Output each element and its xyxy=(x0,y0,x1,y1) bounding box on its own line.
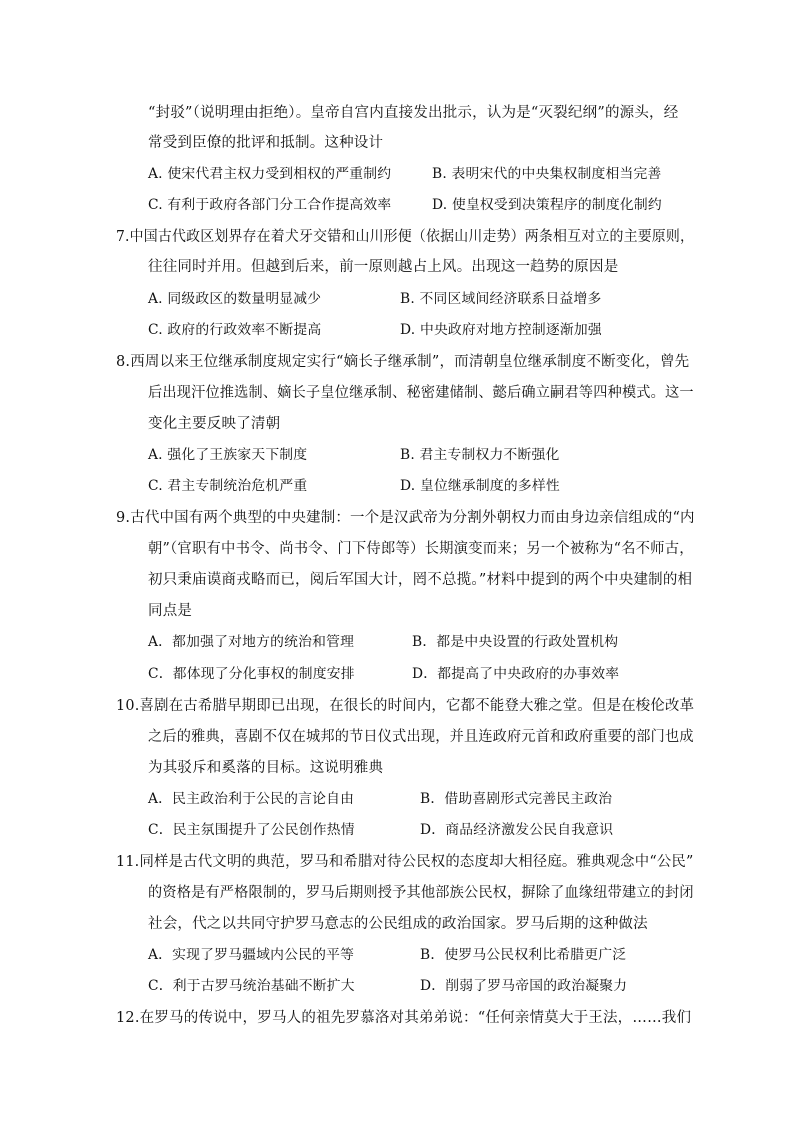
q6-stem-line-2: 常受到臣僚的批评和抵制。这种设计 xyxy=(148,135,384,151)
q12-stem-line-1: 12.在罗马的传说中，罗马人的祖先罗慕洛对其弟弟说：“任何亲情莫大于王法，……我们 xyxy=(116,1010,692,1026)
q9-stem-line-3: 初只秉庙谟商戎略而已，阅后军国大计，罔不总揽。”材料中提到的两个中央建制的相 xyxy=(148,572,693,588)
q10-option-a: A．民主政治利于公民的言论自由 xyxy=(148,791,355,807)
q9-option-a: A．都加强了对地方的统治和管理 xyxy=(148,634,355,650)
q8-option-a: A. 强化了王族家天下制度 xyxy=(148,447,308,463)
q8-option-b: B. 君主专制权力不断强化 xyxy=(400,447,560,463)
q6-option-c: C. 有利于政府各部门分工合作提高效率 xyxy=(148,197,392,213)
q9-stem-line-4: 同点是 xyxy=(148,603,193,619)
q9-stem-line-1: 9.古代中国有两个典型的中央建制：一个是汉武帝为分割外朝权力而由身边亲信组成的“内 xyxy=(116,510,695,526)
q9-option-c: C．都体现了分化事权的制度安排 xyxy=(148,666,355,682)
q9-option-d: D．都提高了中央政府的办事效率 xyxy=(412,666,620,682)
q7-option-a: A. 同级政区的数量明显减少 xyxy=(148,291,322,307)
q8-option-c: C. 君主专制统治危机严重 xyxy=(148,478,308,494)
q8-stem-line-2: 后出现汗位推选制、嫡长子皇位继承制、秘密建储制、懿后确立嗣君等四种模式。这一 xyxy=(148,385,694,401)
q7-option-b: B. 不同区域间经济联系日益增多 xyxy=(400,291,602,307)
q8-stem-line-3: 变化主要反映了清朝 xyxy=(148,416,281,432)
q11-option-b: B．使罗马公民权利比希腊更广泛 xyxy=(420,947,627,963)
q8-stem-line-1: 8.西周以来王位继承制度规定实行“嫡长子继承制”，而清朝皇位继承制度不断变化，曾先 xyxy=(116,354,690,370)
q11-option-d: D．削弱了罗马帝国的政治凝聚力 xyxy=(420,978,628,994)
q11-option-a: A．实现了罗马疆域内公民的平等 xyxy=(148,947,355,963)
q7-stem-line-2: 往往同时并用。但越到后来，前一原则越占上风。出现这一趋势的原因是 xyxy=(148,259,619,275)
q6-option-a: A. 使宋代君主权力受到相权的严重制约 xyxy=(148,166,392,182)
q11-stem-line-3: 社会，代之以共同守护罗马意志的公民组成的政治国家。罗马后期的这种做法 xyxy=(148,916,648,932)
q6-option-b: B. 表明宋代的中央集权制度相当完善 xyxy=(432,166,662,182)
q8-option-d: D. 皇位继承制度的多样性 xyxy=(400,478,560,494)
q7-option-c: C. 政府的行政效率不断提高 xyxy=(148,322,322,338)
q6-option-d: D. 使皇权受到决策程序的制度化制约 xyxy=(432,197,662,213)
q10-stem-line-2: 之后的雅典，喜剧不仅在城邦的节日仪式出现，并且连政府元首和政府重要的部门也成 xyxy=(148,729,694,745)
q7-option-d: D. 中央政府对地方控制逐渐加强 xyxy=(400,322,602,338)
q10-option-d: D．商品经济激发公民自我意识 xyxy=(420,822,614,838)
q10-option-b: B．借助喜剧形式完善民主政治 xyxy=(420,791,613,807)
q9-stem-line-2: 朝”（官职有中书令、尚书令、门下侍郎等）长期演变而来；另一个被称为“名不师古， xyxy=(148,541,694,557)
q7-stem-line-1: 7.中国古代政区划界存在着犬牙交错和山川形便（依据山川走势）两条相互对立的主要原则， xyxy=(116,229,695,245)
q10-stem-line-3: 为其驳斥和奚落的目标。这说明雅典 xyxy=(148,760,384,776)
q11-option-c: C．利于古罗马统治基础不断扩大 xyxy=(148,978,355,994)
q6-stem-line-1: “封驳”（说明理由拒绝）。皇帝自宫内直接发出批示，认为是“灭裂纪纲”的源头，经 xyxy=(148,105,679,121)
q10-stem-line-1: 10.喜剧在古希腊早期即已出现，在很长的时间内，它都不能登大雅之堂。但是在梭伦改革 xyxy=(116,698,695,714)
q10-option-c: C．民主氛围提升了公民创作热情 xyxy=(148,822,355,838)
q11-stem-line-2: 的资格是有严格限制的，罗马后期则授予其他部族公民权，摒除了血缘纽带建立的封闭 xyxy=(148,885,694,901)
q11-stem-line-1: 11.同样是古代文明的典范，罗马和希腊对待公民权的态度却大相径庭。雅典观念中“公民” xyxy=(116,854,694,870)
q9-option-b: B．都是中央设置的行政处置机构 xyxy=(412,634,619,650)
